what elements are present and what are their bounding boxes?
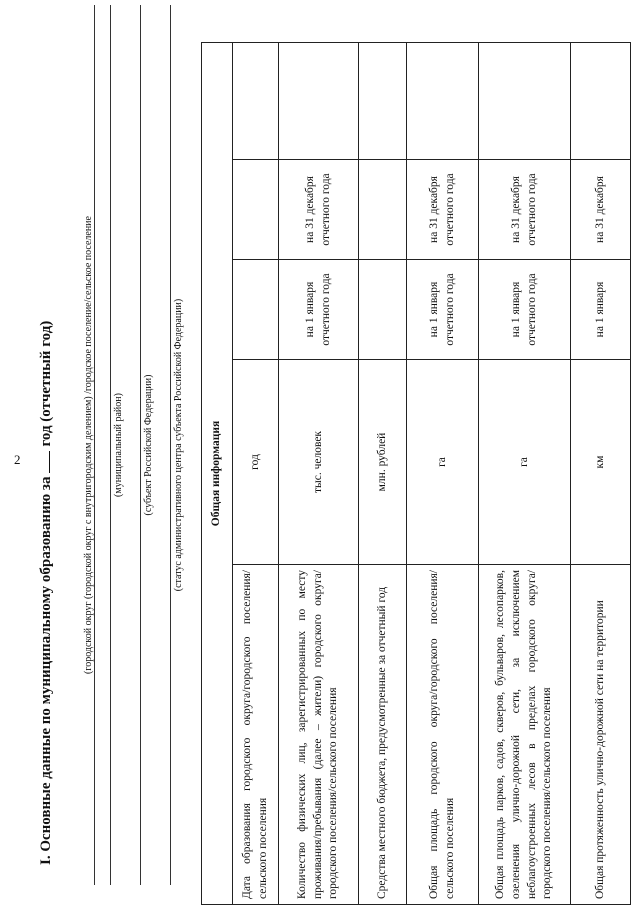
- period-end-cell: [359, 160, 407, 260]
- admin-center-status-caption: (статус административного центра субъекта Российской Федерации): [173, 298, 184, 592]
- table-row: [479, 42, 571, 904]
- federal-subject-caption: (субъект Российской Федерации): [143, 374, 154, 516]
- indicator-cell: Общая площадь городского округа/городского поселения/сельского поселения: [407, 565, 479, 905]
- rotated-page: [38, 0, 638, 905]
- heading-suffix: год (отчетный год): [38, 320, 54, 447]
- section-heading: [38, 15, 55, 865]
- year-blank[interactable]: [49, 451, 50, 473]
- value-cell[interactable]: [407, 42, 479, 159]
- unit-cell: тыс. человек: [279, 360, 359, 565]
- table-title-row: [202, 42, 233, 904]
- municipal-district-caption: (муниципальный район): [113, 393, 124, 497]
- indicator-cell: Общая протяженность улично-дорожной сети на территории: [571, 565, 631, 905]
- table-title: Общая информация: [202, 42, 233, 904]
- period-start-cell: на 1 января: [571, 260, 631, 360]
- table-row: [407, 42, 479, 904]
- period-start-cell: [359, 260, 407, 360]
- period-end-cell: на 31 декабря отчетного года: [279, 160, 359, 260]
- value-cell[interactable]: [233, 42, 279, 159]
- unit-cell: млн. рублей: [359, 360, 407, 565]
- admin-center-status-field[interactable]: [156, 5, 171, 885]
- indicator-cell: Количество физических лиц, зарегистрированных по месту проживания/пребывания (далее – жители) городского округа/городского поселения/сельского поселения: [279, 565, 359, 905]
- period-start-cell: [233, 260, 279, 360]
- indicator-cell: Средства местного бюджета, предусмотренные за отчетный год: [359, 565, 407, 905]
- period-end-cell: на 31 декабря: [571, 160, 631, 260]
- unit-cell: км: [571, 360, 631, 565]
- table-row: [571, 42, 631, 904]
- unit-cell: га: [407, 360, 479, 565]
- value-cell[interactable]: [479, 42, 571, 159]
- period-start-cell: на 1 января отчетного года: [479, 260, 571, 360]
- value-cell[interactable]: [571, 42, 631, 159]
- municipality-type-field[interactable]: (городской округ (городской округ с внутригородским делением) /городское поселение/сельское поселение: [83, 5, 95, 885]
- value-cell[interactable]: [279, 42, 359, 159]
- period-start-cell: на 1 января отчетного года: [407, 260, 479, 360]
- page-number: 2: [14, 452, 21, 467]
- table-row: [279, 42, 359, 904]
- federal-subject-field[interactable]: [126, 5, 141, 885]
- unit-cell: год: [233, 360, 279, 565]
- indicator-cell: Дата образования городского округа/городского поселения/сельского поселения: [233, 565, 279, 905]
- table-row: [233, 42, 279, 904]
- general-info-table: [201, 42, 631, 905]
- period-end-cell: на 31 декабря отчетного года: [407, 160, 479, 260]
- period-start-cell: на 1 января отчетного года: [279, 260, 359, 360]
- period-end-cell: на 31 декабря отчетного года: [479, 160, 571, 260]
- indicator-cell: Общая площадь парков, садов, скверов, бульваров, лесопарков, озеленения улично-дорожной сети, за исключением неблагоустроенных лесов в пределах городского округа/городского поселения/сельского поселения: [479, 565, 571, 905]
- municipal-district-field[interactable]: [96, 5, 111, 885]
- period-end-cell: [233, 160, 279, 260]
- value-cell[interactable]: [359, 42, 407, 159]
- heading-prefix: I. Основные данные по муниципальному образованию за: [38, 476, 54, 865]
- table-row: [359, 42, 407, 904]
- unit-cell: га: [479, 360, 571, 565]
